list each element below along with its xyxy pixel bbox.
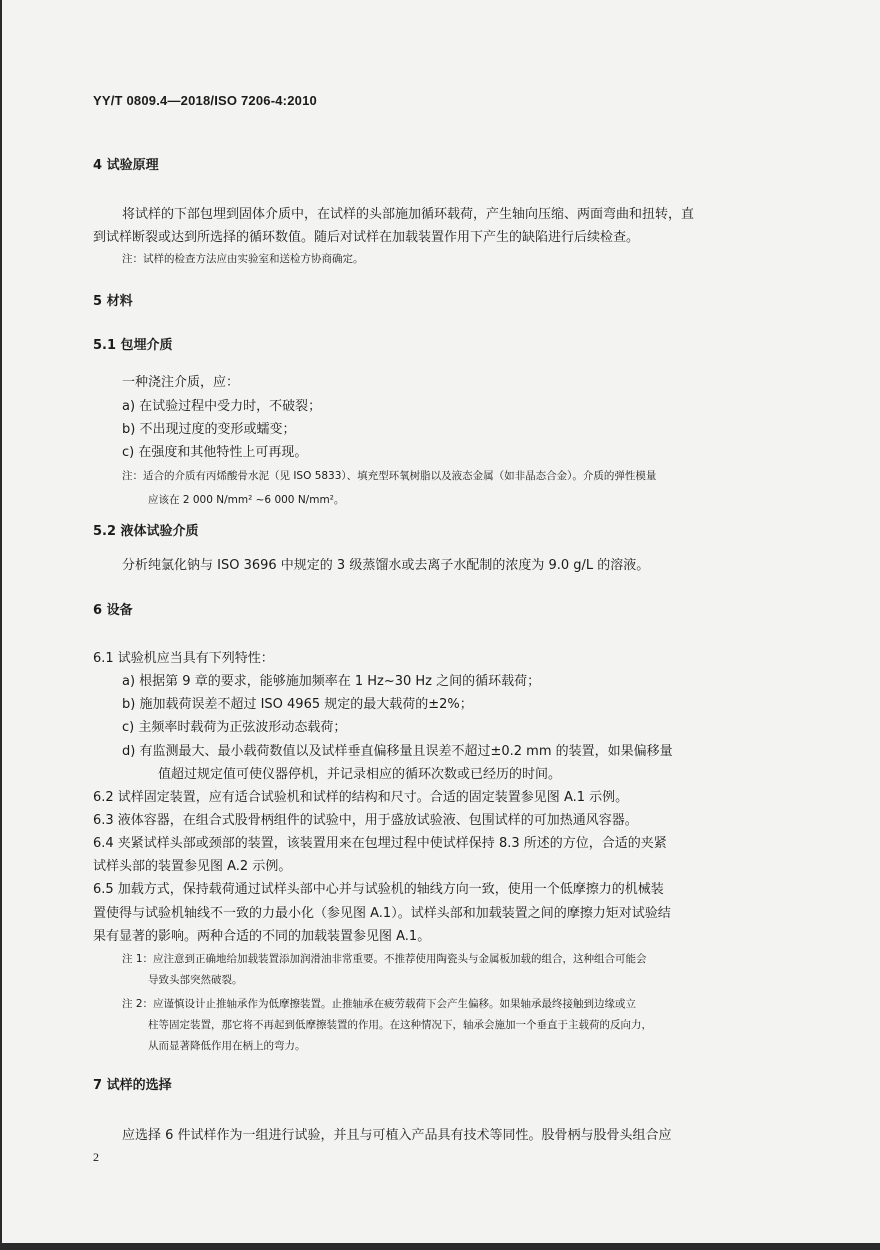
section-6-2: 6.2 试样固定装置，应有适合试验机和试样的结构和尺寸。合适的固定装置参见图 A.1 示例。 <box>93 790 629 805</box>
note-2-line-2: 柱等固定装置，那它将不再起到低摩擦装置的作用。在这种情况下，轴承会施加一个垂直于主载荷的反向力， <box>148 1019 652 1031</box>
list-item: b) 不出现过度的变形或蠕变； <box>122 422 296 437</box>
section-5-1-note-line-1: 注：适合的介质有丙烯酸骨水泥（见 ISO 5833）、填充型环氧树脂以及液态金属（如非晶态合金）。介质的弹性模量 <box>122 470 657 482</box>
section-5-1-heading: 5.1 包埋介质 <box>93 338 173 353</box>
list-item-continuation: 值超过规定值可使仪器停机，并记录相应的循环次数或已经历的时间。 <box>158 767 562 782</box>
section-5-2-text: 分析纯氯化钠与 ISO 3696 中规定的 3 级蒸馏水或去离子水配制的浓度为 9.0 g/L 的溶液。 <box>122 558 650 573</box>
list-item: b) 施加载荷误差不超过 ISO 4965 规定的最大载荷的±2%； <box>122 697 473 712</box>
scan-edge-bottom <box>0 1243 880 1250</box>
section-4-heading: 4 试验原理 <box>93 158 159 173</box>
section-6-4-line-2: 试样头部的装置参见图 A.2 示例。 <box>93 859 292 874</box>
section-5-heading: 5 材料 <box>93 294 133 309</box>
list-item: c) 主频率时载荷为正弦波形动态载荷； <box>122 720 347 735</box>
scan-edge-left <box>0 0 2 1250</box>
section-6-5-line-1: 6.5 加载方式，保持载荷通过试样头部中心并与试验机的轴线方向一致，使用一个低摩擦力的机械装 <box>93 882 664 897</box>
note-2-line-3: 从而显著降低作用在柄上的弯力。 <box>148 1040 306 1052</box>
section-6-3: 6.3 液体容器，在组合式股骨柄组件的试验中，用于盛放试验液、包围试样的可加热通风容器。 <box>93 813 638 828</box>
section-7-heading: 7 试样的选择 <box>93 1078 172 1093</box>
list-item: d) 有监测最大、最小载荷数值以及试样垂直偏移量且误差不超过±0.2 mm 的装置，如果偏移量 <box>122 744 673 759</box>
note-1-line-1: 注 1：应注意到正确地给加载装置添加润滑油非常重要。不推荐使用陶瓷头与金属板加载的组合，这种组合可能会 <box>122 953 647 965</box>
section-6-4-line-1: 6.4 夹紧试样头部或颈部的装置，该装置用来在包埋过程中使试样保持 8.3 所述的方位，合适的夹紧 <box>93 836 667 851</box>
note-2-line-1: 注 2：应谨慎设计止推轴承作为低摩擦装置。止推轴承在疲劳载荷下会产生偏移。如果轴承最终接触到边缘或立 <box>122 998 637 1010</box>
section-7-paragraph-line-1: 应选择 6 件试样作为一组进行试验，并且与可植入产品具有技术等同性。股骨柄与股骨头组合应 <box>122 1128 672 1143</box>
list-item: a) 在试验过程中受力时，不破裂； <box>122 399 322 414</box>
note-1-line-2: 导致头部突然破裂。 <box>148 974 243 986</box>
section-5-1-note-line-2: 应该在 2 000 N/mm² ~6 000 N/mm²。 <box>148 494 345 506</box>
section-4-note: 注：试样的检查方法应由实验室和送检方协商确定。 <box>122 253 364 265</box>
section-5-2-heading: 5.2 液体试验介质 <box>93 524 199 539</box>
section-5-1-intro: 一种浇注介质，应： <box>122 375 240 390</box>
section-4-paragraph-line-1: 将试样的下部包埋到固体介质中，在试样的头部施加循环载荷，产生轴向压缩、两面弯曲和扭转，直 <box>122 207 695 222</box>
page-number: 2 <box>93 1150 99 1164</box>
section-6-1: 6.1 试验机应当具有下列特性： <box>93 651 274 666</box>
section-4-paragraph-line-2: 到试样断裂或达到所选择的循环数值。随后对试样在加载装置作用下产生的缺陷进行后续检查。 <box>93 230 640 245</box>
list-item: a) 根据第 9 章的要求，能够施加频率在 1 Hz~30 Hz 之间的循环载荷； <box>122 674 541 689</box>
section-6-5-line-3: 果有显著的影响。两种合适的不同的加载装置参见图 A.1。 <box>93 929 431 944</box>
section-6-heading: 6 设备 <box>93 603 133 618</box>
list-item: c) 在强度和其他特性上可再现。 <box>122 445 308 460</box>
section-6-5-line-2: 置使得与试验机轴线不一致的力最小化（参见图 A.1）。试样头部和加载装置之间的摩擦力矩对试验结 <box>93 906 671 921</box>
standard-number: YY/T 0809.4—2018/ISO 7206-4:2010 <box>93 93 317 108</box>
